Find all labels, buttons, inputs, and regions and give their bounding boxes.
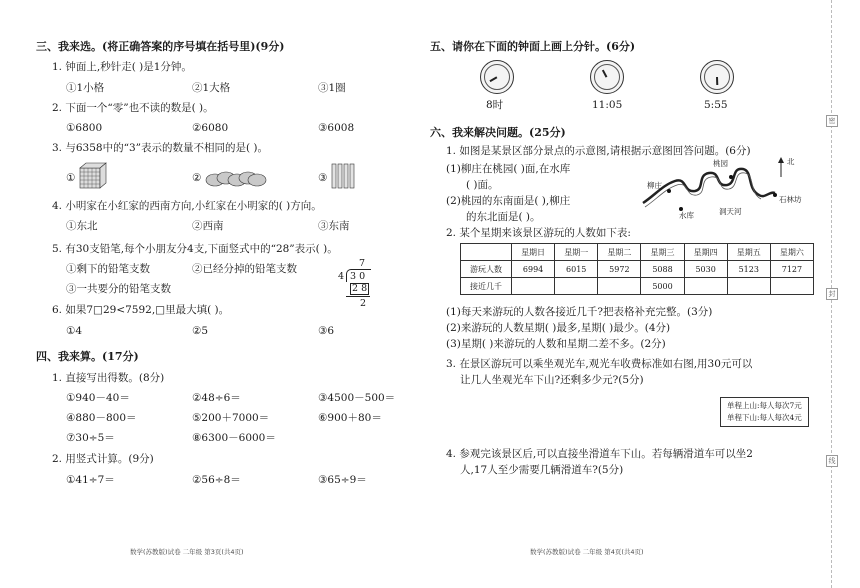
q3-1-option-b: ②1大格 — [192, 82, 231, 94]
clock-2-label: 11:05 — [592, 99, 623, 111]
q6-1-line1: (1)柳庄在桃园( )面,在水库 — [446, 163, 571, 175]
long-division — [334, 257, 374, 311]
table-row-label: 游玩人数 — [461, 261, 512, 278]
table-header-cell: 星期一 — [555, 244, 598, 261]
q6-2-sub1: (1)每天来游玩的人数各接近几千?把表格补充完整。(3分) — [446, 306, 713, 318]
q3-4-stem: 4. 小明家在小红家的西南方向,小红家在小明家的( )方向。 — [52, 200, 322, 212]
table-row — [461, 278, 814, 295]
section-5-title: 五、请你在下面的钟面上画上分针。(6分) — [430, 40, 636, 53]
table-cell — [512, 278, 555, 295]
table-cell: 6015 — [555, 261, 598, 278]
table-header-cell: 星期五 — [727, 244, 770, 261]
table-header-cell: 星期二 — [598, 244, 641, 261]
q3-2-option-a: ①6800 — [66, 122, 103, 134]
right-page — [430, 0, 860, 588]
q6-1-line3: (2)桃园的东南面是( ),柳庄 — [446, 195, 571, 207]
table-header-cell: 星期日 — [512, 244, 555, 261]
fare-downhill: 单程下山:每人每次4元 — [727, 413, 802, 422]
clock-3-label: 5:55 — [704, 99, 728, 111]
table-cell: 6994 — [512, 261, 555, 278]
q4-1-stem: 1. 直接写出得数。(8分) — [52, 372, 165, 384]
map-label-north: 北 — [787, 157, 795, 166]
q3-3-stem: 3. 与6358中的“3”表示的数量不相同的是( )。 — [52, 142, 269, 154]
clock-1-label: 8时 — [486, 99, 504, 111]
table-cell — [684, 278, 727, 295]
q3-4-option-a: ①东北 — [66, 220, 98, 232]
table-cell: 5972 — [598, 261, 641, 278]
calc-3: ③4500－500＝ — [318, 392, 396, 404]
section-4-title: 四、我来算。(17分) — [36, 350, 139, 363]
table-row — [461, 261, 814, 278]
vertical-calc-3: ③65÷9＝ — [318, 474, 367, 486]
division-quotient: 7 — [359, 258, 366, 269]
calc-8: ⑧6300－6000＝ — [192, 432, 276, 444]
q3-2-stem: 2. 下面一个“零”也不读的数是( )。 — [52, 102, 214, 114]
table-cell — [727, 278, 770, 295]
margin-marker-xian: 线 — [826, 455, 838, 467]
calc-5: ⑤200＋7000＝ — [192, 412, 270, 424]
ten-rods-icon — [331, 163, 355, 189]
table-cell: 7127 — [770, 261, 813, 278]
map-label-dongtianhe: 洞天河 — [719, 207, 742, 216]
q3-6-stem: 6. 如果7□29<7592,□里最大填( )。 — [52, 304, 230, 316]
table-header-row — [461, 244, 814, 261]
hundred-plates-icon — [205, 166, 267, 190]
map-label-shilinfang: 石林坊 — [779, 195, 802, 204]
table-cell — [598, 278, 641, 295]
visitor-table — [460, 243, 814, 295]
clock-11-05 — [590, 60, 624, 94]
table-header-cell: 星期六 — [770, 244, 813, 261]
table-row-label: 接近几千 — [461, 278, 512, 295]
clock-5-55 — [700, 60, 734, 94]
q6-1-stem: 1. 如图是某景区部分景点的示意图,请根据示意图回答问题。(6分) — [446, 145, 751, 157]
q3-2-option-b: ②6080 — [192, 122, 229, 134]
calc-1: ①940－40＝ — [66, 392, 130, 404]
q3-1-option-a: ①1小格 — [66, 82, 105, 94]
table-cell: 5000 — [641, 278, 684, 295]
calc-6: ⑥900＋80＝ — [318, 412, 382, 424]
q6-4-line1: 4. 参观完该景区后,可以直接坐滑道车下山。若每辆滑道车可以坐2 — [446, 448, 753, 460]
q3-3-option-b: ② — [192, 172, 202, 184]
table-header-cell: 星期三 — [641, 244, 684, 261]
q3-1-option-c: ③1圈 — [318, 82, 346, 94]
q3-6-option-a: ①4 — [66, 325, 83, 337]
division-divisor: 4 — [338, 271, 345, 282]
map-label-shiku: 水库 — [679, 211, 694, 220]
q6-3-line2: 让几人坐观光车下山?还剩多少元?(5分) — [460, 374, 644, 386]
calc-2: ②48÷6＝ — [192, 392, 241, 404]
q4-2-stem: 2. 用竖式计算。(9分) — [52, 453, 154, 465]
division-remainder: 2 — [360, 298, 367, 309]
table-cell — [770, 278, 813, 295]
q6-3-line1: 3. 在景区游玩可以乘坐观光车,观光车收费标准如右图,用30元可以 — [446, 358, 753, 370]
section-6-title: 六、我来解决问题。(25分) — [430, 126, 566, 139]
map-label-taoyuan: 桃园 — [713, 159, 728, 168]
vertical-calc-1: ①41÷7＝ — [66, 474, 115, 486]
table-header-cell: 星期四 — [684, 244, 727, 261]
footer-left: 数学(苏教版)试卷 二年级 第3页(共4页) — [130, 548, 244, 556]
q3-3-option-a: ① — [66, 172, 76, 184]
q6-4-line2: 人,17人至少需要几辆滑道车?(5分) — [460, 464, 624, 476]
table-cell: 5030 — [684, 261, 727, 278]
q6-2-sub2: (2)来游玩的人数星期( )最多,星期( )最少。(4分) — [446, 322, 671, 334]
map-label-liuzhuang: 柳庄 — [647, 181, 662, 190]
division-product-28: 2 8 — [352, 283, 368, 294]
table-cell: 5123 — [727, 261, 770, 278]
table-cell: 5088 — [641, 261, 684, 278]
q3-4-option-c: ③东南 — [318, 220, 350, 232]
margin-marker-mi: 密 — [826, 115, 838, 127]
calc-4: ④880－800＝ — [66, 412, 137, 424]
fare-sign — [720, 397, 809, 427]
fare-uphill: 单程上山:每人每次7元 — [727, 401, 802, 410]
clock-8h — [480, 60, 514, 94]
table-cell — [555, 278, 598, 295]
division-dividend: 3 0 — [350, 271, 366, 282]
section-3-title: 三、我来选。(将正确答案的序号填在括号里)(9分) — [36, 40, 285, 53]
q3-3-option-c: ③ — [318, 172, 328, 184]
q6-2-stem: 2. 某个星期来该景区游玩的人数如下表: — [446, 227, 631, 239]
q6-1-line2: ( )面。 — [466, 179, 499, 191]
q6-1-line4: 的东北面是( )。 — [466, 211, 541, 223]
q3-4-option-b: ②西南 — [192, 220, 224, 232]
footer-right: 数学(苏教版)试卷 二年级 第4页(共4页) — [530, 548, 644, 556]
q6-2-sub3: (3)星期( )来游玩的人数和星期二差不多。(2分) — [446, 338, 666, 350]
q3-5-stem: 5. 有30支铅笔,每个小朋友分4支,下面竖式中的“28”表示( )。 — [52, 243, 338, 255]
q3-1-stem: 1. 钟面上,秒针走( )是1分钟。 — [52, 61, 192, 73]
q3-5-option-a: ①剩下的铅笔支数 — [66, 263, 150, 275]
scenic-map — [635, 155, 805, 225]
table-header-cell — [461, 244, 512, 261]
q3-5-option-c: ③一共要分的铅笔支数 — [66, 283, 171, 295]
calc-7: ⑦30÷5＝ — [66, 432, 115, 444]
thousand-cubes-icon — [78, 162, 108, 190]
margin-marker-feng: 封 — [826, 288, 838, 300]
vertical-calc-2: ②56÷8＝ — [192, 474, 241, 486]
q3-5-option-b: ②已经分掉的铅笔支数 — [192, 263, 297, 275]
division-line — [346, 296, 370, 297]
q3-6-option-b: ②5 — [192, 325, 209, 337]
q3-2-option-c: ③6008 — [318, 122, 355, 134]
q3-6-option-c: ③6 — [318, 325, 335, 337]
